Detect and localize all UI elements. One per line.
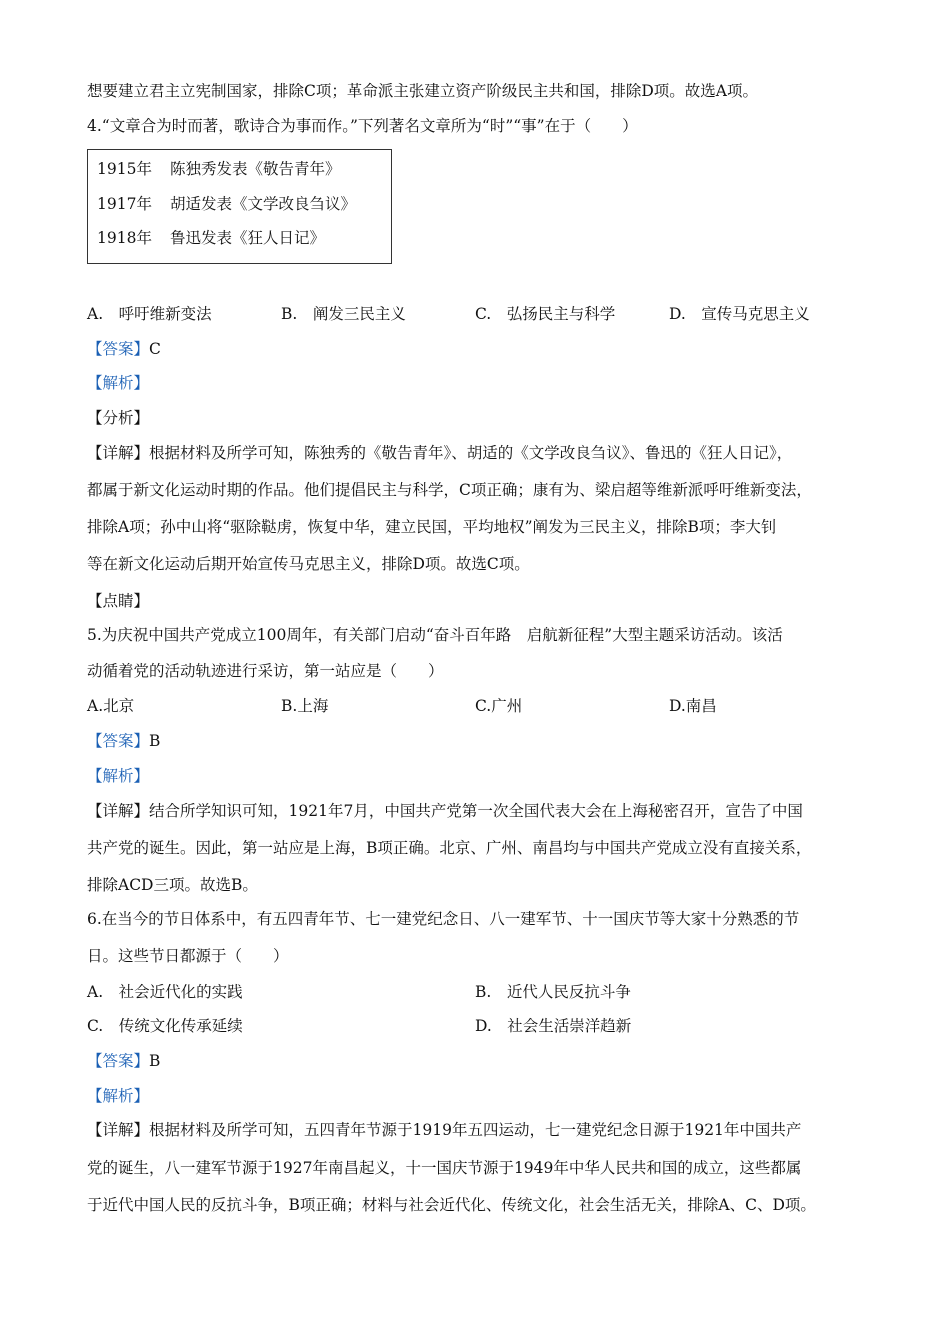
analysis-tag: 【解析】: [87, 374, 150, 392]
answer-tag: 【答案】: [87, 1052, 150, 1070]
analysis-tag: 【解析】: [87, 767, 150, 785]
detail-line: 等在新文化运动后期开始宣传马克思主义，排除D项。故选C项。: [87, 555, 530, 573]
detail-line: 共产党的诞生。因此，第一站应是上海，B项正确。北京、广州、南昌均与中国共产党成立没有直接关系，: [87, 839, 812, 857]
material-row: [97, 227, 325, 249]
option-d: D. 社会生活崇洋趋新: [475, 1017, 632, 1035]
material-row: [97, 193, 356, 215]
answer-line: [87, 1050, 160, 1072]
material-year: 1917年: [97, 195, 152, 213]
detail-line: 党的诞生，八一建军节源于1927年南昌起义，十一国庆节源于1949年中华人民共和国的成立，这些都属: [87, 1159, 802, 1177]
option-b: B.上海: [281, 697, 329, 715]
answer-value: B: [149, 732, 161, 750]
option-c: C. 传统文化传承延续: [87, 1017, 243, 1035]
material-text: 鲁迅发表《狂人日记》: [169, 229, 325, 247]
question-5-stem: 动循着党的活动轨迹进行采访，第一站应是（ ）: [87, 662, 444, 680]
option-a: A. 呼吁维新变法: [87, 305, 212, 323]
question-4-stem: 4.“文章合为时而著，歌诗合为事而作。”下列著名文章所为“时”“事”在于（ ）: [87, 117, 638, 135]
detail-line: 【详解】结合所学知识可知，1921年7月，中国共产党第一次全国代表大会在上海秘密召开，宣告了中国: [87, 802, 803, 820]
material-year: 1918年: [97, 229, 152, 247]
detail-tag: 【详解】: [87, 802, 150, 820]
dianjing-tag: 【点睛】: [87, 592, 150, 610]
option-b: B. 近代人民反抗斗争: [475, 983, 631, 1001]
answer-line: [87, 730, 160, 752]
option-a: A. 社会近代化的实践: [87, 983, 243, 1001]
question-6-stem: 6.在当今的节日体系中，有五四青年节、七一建党纪念日、八一建军节、十一国庆节等大家十分熟悉的节: [87, 910, 800, 928]
analysis-tag: 【解析】: [87, 1087, 150, 1105]
text-line: 想要建立君主立宪制国家，排除C项；革命派主张建立资产阶级民主共和国，排除D项。故选A项。: [87, 82, 758, 100]
material-year: 1915年: [97, 160, 152, 178]
answer-line: [87, 338, 161, 360]
fenxi-tag: 【分析】: [87, 409, 150, 427]
question-6-stem: 日。这些节日都源于（ ）: [87, 947, 289, 965]
answer-value: C: [149, 340, 161, 358]
question-5-stem: 5.为庆祝中国共产党成立100周年，有关部门启动“奋斗百年路 启航新征程”大型主题采访活动。该活: [87, 626, 783, 644]
option-b: B. 阐发三民主义: [281, 305, 406, 323]
option-c: C. 弘扬民主与科学: [475, 305, 616, 323]
option-d: D. 宣传马克思主义: [669, 305, 810, 323]
detail-line: 排除ACD三项。故选B。: [87, 876, 258, 894]
material-text: 陈独秀发表《敬告青年》: [169, 160, 341, 178]
detail-line: 于近代中国人民的反抗斗争，B项正确；材料与社会近代化、传统文化，社会生活无关，排除A、C、D项。: [87, 1196, 816, 1214]
detail-line: 都属于新文化运动时期的作品。他们提倡民主与科学，C项正确；康有为、梁启超等维新派呼吁维新变法，: [87, 481, 812, 499]
option-d: D.南昌: [669, 697, 717, 715]
option-c: C.广州: [475, 697, 523, 715]
material-table: [87, 149, 392, 264]
detail-line: 【详解】根据材料及所学可知，陈独秀的《敬告青年》、胡适的《文学改良刍议》、鲁迅的《狂人日记》，: [87, 444, 793, 462]
material-text: 胡适发表《文学改良刍议》: [169, 195, 356, 213]
answer-tag: 【答案】: [87, 340, 150, 358]
detail-line: 排除A项；孙中山将“驱除鞑虏，恢复中华，建立民国，平均地权”阐发为三民主义，排除B项；李大钊: [87, 518, 777, 536]
answer-value: B: [149, 1052, 161, 1070]
detail-line: 【详解】根据材料及所学可知，五四青年节源于1919年五四运动，七一建党纪念日源于1921年中国共产: [87, 1121, 802, 1139]
answer-tag: 【答案】: [87, 732, 150, 750]
material-row: [97, 158, 340, 180]
option-a: A.北京: [87, 697, 135, 715]
detail-tag: 【详解】: [87, 444, 150, 462]
detail-tag: 【详解】: [87, 1121, 150, 1139]
